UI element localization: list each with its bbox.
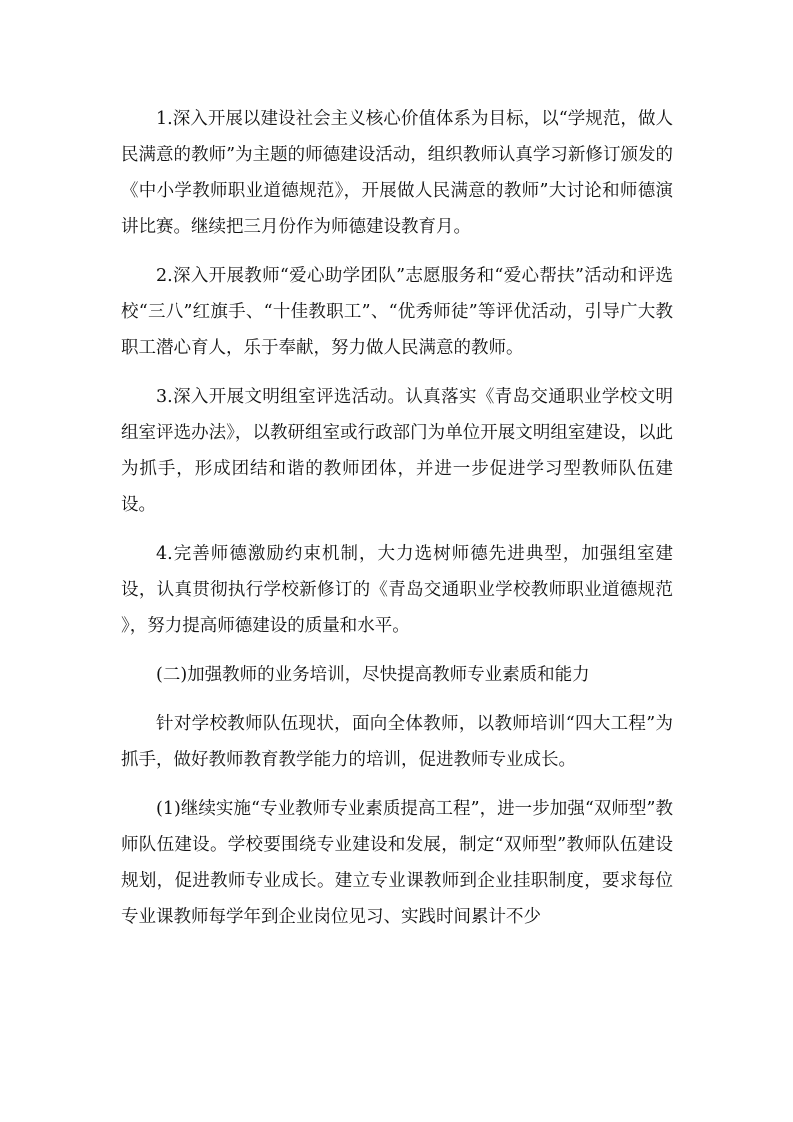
- paragraph-4: 4.完善师德激励约束机制，大力选树师德先进典型，加强组室建设，认真贯彻执行学校新修订的《青岛交通职业学校教师职业道德规范 》，努力提高师德建设的质量和水平。: [121, 544, 673, 636]
- document-page: [121, 101, 673, 948]
- paragraph-2: 2.深入开展教师“爱心助学团队”志愿服务和“爱心帮扶”活动和评选校“三八”红旗手、“十佳教职工”、“优秀师徒”等评优活动，引导广大教职工潜心育人，乐于奉献，努力做人民满意的教师。: [121, 266, 673, 358]
- paragraph-3: 3.深入开展文明组室评选活动。认真落实《青岛交通职业学校文明组室评选办法》，以教研组室或行政部门为单位开展文明组室建设，以此为抓手，形成团结和谐的教师团体，并进一步促进学习型教师队伍建设。: [121, 387, 673, 515]
- paragraph-6: (1)继续实施“专业教师专业素质提高工程”，进一步加强“双师型”教师队伍建设。学校要围绕专业建设和发展，制定“双师型”教师队伍建设规划，促进教师专业成长。建立专业课教师到企业挂职制度，要求每位专业课教师每学年到企业岗位见习、实践时间累计不少: [121, 799, 673, 927]
- paragraph-5: 针对学校教师队伍现状，面向全体教师，以教师培训“四大工程”为抓手，做好教师教育教学能力的培训，促进教师专业成长。: [121, 714, 673, 770]
- paragraph-1: 1.深入开展以建设社会主义核心价值体系为目标，以“学规范，做人民满意的教师”为主题的师德建设活动，组织教师认真学习新修订颁发的《中小学教师职业道德规范》，开展做人民满意的教师”大讨论和师德演讲比赛。继续把三月份作为师德建设教育月。: [121, 109, 673, 237]
- section-heading: (二)加强教师的业务培训，尽快提高教师专业素质和能力: [156, 665, 590, 685]
